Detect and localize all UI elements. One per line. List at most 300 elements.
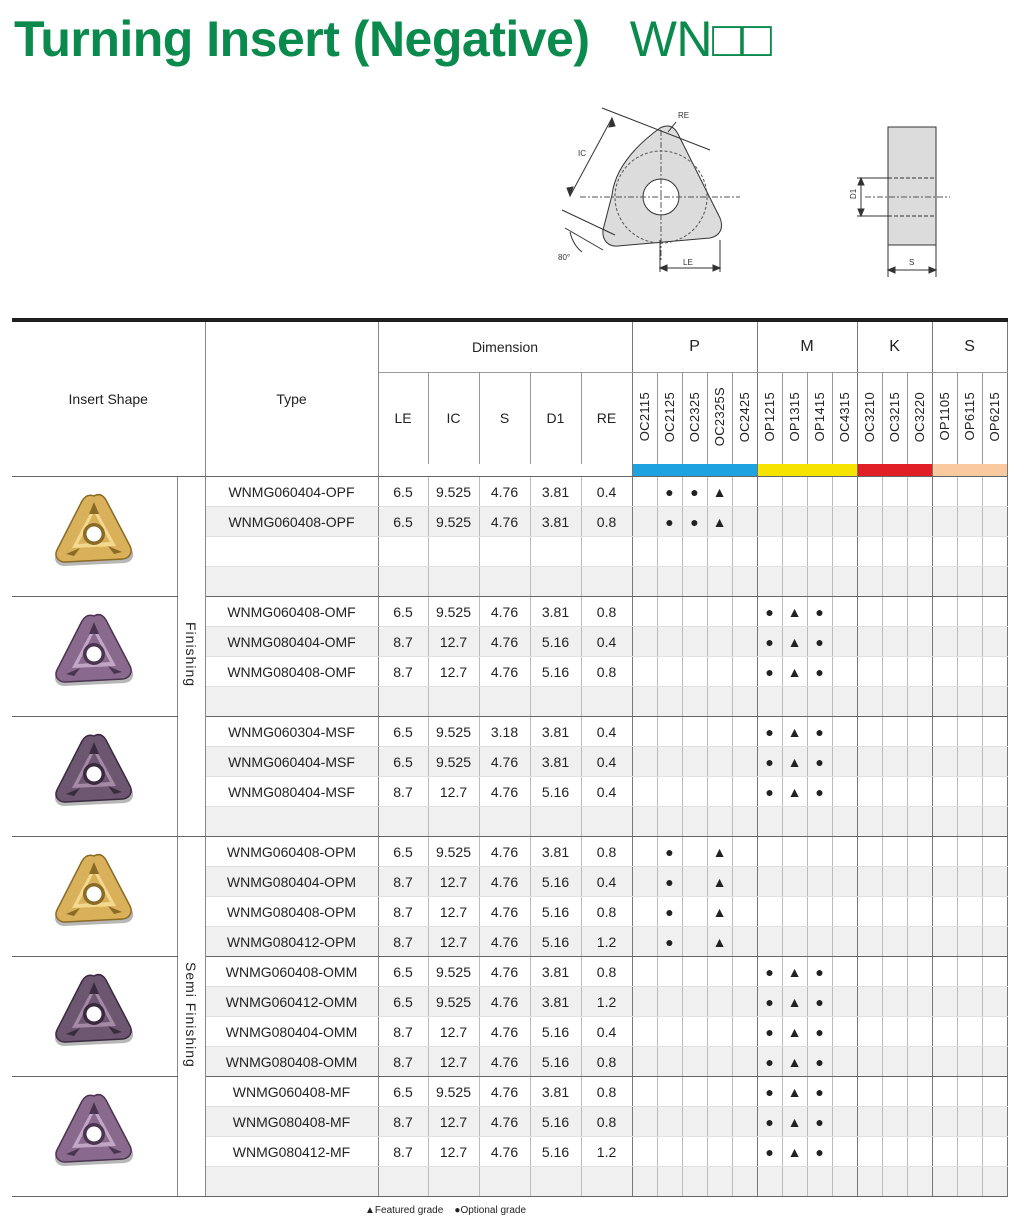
grade-cell — [957, 1107, 982, 1137]
grade-cell — [832, 897, 857, 927]
grade-cell — [657, 1137, 682, 1167]
grade-cell — [682, 657, 707, 687]
grade-col — [732, 372, 757, 464]
optional-mark: ● — [815, 783, 824, 800]
dim-cell: 8.7 — [378, 897, 428, 927]
grade-cell — [632, 927, 657, 957]
grade-label: OC3215 — [887, 391, 903, 442]
grade-cell — [807, 1107, 832, 1137]
grade-cell — [857, 957, 882, 987]
grade-cell — [682, 927, 707, 957]
grade-cell — [632, 1047, 657, 1077]
grade-label: OP6115 — [962, 392, 978, 442]
dim-cell — [378, 1167, 428, 1197]
dim-cell: 3.81 — [530, 477, 581, 507]
grade-cell — [982, 1077, 1007, 1107]
grade-cell — [857, 867, 882, 897]
grade-cell — [732, 717, 757, 747]
dimension-header: Dimension — [378, 320, 632, 372]
grade-cell — [832, 477, 857, 507]
grade-cell — [832, 687, 857, 717]
grade-cell — [932, 1077, 957, 1107]
dim-cell: 4.76 — [479, 1017, 530, 1047]
color-bar-p — [632, 464, 757, 477]
grade-cell — [982, 807, 1007, 837]
optional-mark: ● — [815, 1023, 824, 1040]
dim-cell: 8.7 — [378, 657, 428, 687]
optional-mark: ● — [765, 663, 774, 680]
dim-cell — [581, 1167, 632, 1197]
grade-cell — [832, 717, 857, 747]
dim-col-s: S — [479, 372, 530, 464]
grade-cell — [882, 957, 907, 987]
dim-cell: 9.525 — [428, 837, 479, 867]
dim-cell — [479, 687, 530, 717]
optional-mark: ● — [815, 753, 824, 770]
dim-cell: 0.8 — [581, 507, 632, 537]
dim-cell: 0.8 — [581, 837, 632, 867]
grade-cell — [907, 867, 932, 897]
grade-cell — [832, 927, 857, 957]
dim-cell: 0.4 — [581, 477, 632, 507]
dim-cell: 3.81 — [530, 837, 581, 867]
featured-mark: ▲ — [787, 603, 802, 620]
grade-cell — [707, 717, 732, 747]
grade-cell — [682, 1107, 707, 1137]
grade-cell — [932, 1167, 957, 1197]
dim-col-d1: D1 — [530, 372, 581, 464]
dim-cell: 5.16 — [530, 627, 581, 657]
grade-cell — [907, 777, 932, 807]
type-header: Type — [205, 320, 378, 477]
grade-cell — [682, 777, 707, 807]
grade-col — [632, 372, 657, 464]
grade-cell — [857, 1047, 882, 1077]
category-cell — [177, 837, 205, 1197]
grade-cell — [957, 837, 982, 867]
dim-cell — [428, 687, 479, 717]
optional-mark: ● — [665, 933, 674, 950]
dim-cell: 4.76 — [479, 837, 530, 867]
grade-cell — [907, 687, 932, 717]
grade-cell — [682, 567, 707, 597]
grade-cell — [932, 867, 957, 897]
grade-cell — [907, 1137, 932, 1167]
dim-cell: 6.5 — [378, 987, 428, 1017]
grade-cell — [632, 897, 657, 927]
legend-featured: ▲Featured grade — [365, 1205, 444, 1216]
dim-cell: 12.7 — [428, 657, 479, 687]
grade-label: OC2325 — [687, 391, 703, 442]
page-title — [14, 10, 771, 68]
dim-cell — [530, 1167, 581, 1197]
grade-cell — [732, 507, 757, 537]
grade-cell — [832, 807, 857, 837]
grade-cell — [957, 1017, 982, 1047]
grade-cell — [657, 477, 682, 507]
dim-cell: 1.2 — [581, 1137, 632, 1167]
grade-cell — [782, 1047, 807, 1077]
insert-shape-cell — [12, 837, 177, 957]
dim-cell: 4.76 — [479, 987, 530, 1017]
dim-cell: 4.76 — [479, 777, 530, 807]
dim-cell: 5.16 — [530, 777, 581, 807]
grade-cell — [957, 1137, 982, 1167]
grade-cell — [807, 1077, 832, 1107]
featured-mark: ▲ — [712, 843, 727, 860]
dim-cell — [428, 567, 479, 597]
insert-side-view-diagram — [835, 115, 955, 280]
grade-cell — [707, 897, 732, 927]
dim-cell: 8.7 — [378, 627, 428, 657]
grade-cell — [882, 927, 907, 957]
grade-cell — [807, 1167, 832, 1197]
grade-cell — [807, 837, 832, 867]
title-main: Turning Insert (Negative) — [14, 11, 590, 67]
grade-cell — [982, 987, 1007, 1017]
grade-cell — [882, 627, 907, 657]
grade-cell — [957, 1047, 982, 1077]
dim-cell: 9.525 — [428, 597, 479, 627]
grade-cell — [732, 477, 757, 507]
color-bar-k — [857, 464, 932, 477]
grade-cell — [782, 1017, 807, 1047]
dim-cell: 12.7 — [428, 1017, 479, 1047]
grade-cell — [657, 1167, 682, 1197]
grade-cell — [782, 567, 807, 597]
grade-cell — [682, 627, 707, 657]
grade-cell — [732, 777, 757, 807]
grade-cell — [882, 1017, 907, 1047]
grade-cell — [707, 1047, 732, 1077]
dim-col-re: RE — [581, 372, 632, 464]
grade-cell — [982, 747, 1007, 777]
grade-cell — [982, 507, 1007, 537]
grade-cell — [857, 1137, 882, 1167]
optional-mark: ● — [765, 993, 774, 1010]
dim-cell — [479, 567, 530, 597]
grade-cell — [982, 477, 1007, 507]
grade-cell — [757, 687, 782, 717]
grade-cell — [782, 837, 807, 867]
grade-cell — [807, 807, 832, 837]
grade-cell — [707, 927, 732, 957]
grade-cell — [882, 837, 907, 867]
insert-shape-cell — [12, 717, 177, 837]
grade-cell — [982, 897, 1007, 927]
grade-col — [982, 372, 1007, 464]
dim-cell — [378, 567, 428, 597]
grade-col — [857, 372, 882, 464]
grade-cell — [807, 1017, 832, 1047]
optional-mark: ● — [665, 843, 674, 860]
grade-cell — [932, 507, 957, 537]
grade-cell — [882, 1137, 907, 1167]
grade-cell — [757, 837, 782, 867]
grade-cell — [807, 687, 832, 717]
dim-cell: 4.76 — [479, 597, 530, 627]
dim-cell: 0.8 — [581, 897, 632, 927]
grade-cell — [657, 1107, 682, 1137]
table-row — [12, 597, 1007, 627]
grade-cell — [782, 687, 807, 717]
dim-cell — [378, 807, 428, 837]
table-row — [12, 957, 1007, 987]
grade-cell — [907, 507, 932, 537]
grade-cell — [957, 807, 982, 837]
dim-cell — [530, 567, 581, 597]
grade-cell — [682, 897, 707, 927]
featured-mark: ▲ — [787, 723, 802, 740]
grade-cell — [757, 1137, 782, 1167]
grade-cell — [757, 867, 782, 897]
grade-cell — [682, 477, 707, 507]
dim-cell: 12.7 — [428, 777, 479, 807]
grade-cell — [832, 597, 857, 627]
dim-cell: 0.8 — [581, 1107, 632, 1137]
grade-cell — [657, 807, 682, 837]
grade-cell — [982, 1167, 1007, 1197]
grade-cell — [757, 807, 782, 837]
grade-cell — [732, 957, 757, 987]
grade-label: OC2115 — [637, 392, 653, 442]
grade-cell — [957, 957, 982, 987]
type-cell — [205, 537, 378, 567]
grade-cell — [707, 807, 732, 837]
grade-cell — [932, 987, 957, 1017]
dim-cell: 4.76 — [479, 747, 530, 777]
grade-cell — [732, 867, 757, 897]
header-row-1 — [12, 320, 1007, 372]
type-cell: WNMG080412-OPM — [205, 927, 378, 957]
grade-cell — [807, 1137, 832, 1167]
grade-cell — [907, 957, 932, 987]
type-cell: WNMG060408-MF — [205, 1077, 378, 1107]
grade-cell — [782, 987, 807, 1017]
grade-cell — [882, 1167, 907, 1197]
grade-cell — [882, 477, 907, 507]
grade-cell — [857, 1107, 882, 1137]
grade-cell — [907, 537, 932, 567]
grade-cell — [682, 1017, 707, 1047]
dim-cell: 3.81 — [530, 717, 581, 747]
grade-cell — [757, 987, 782, 1017]
optional-mark: ● — [815, 603, 824, 620]
grade-cell — [832, 987, 857, 1017]
grade-cell — [807, 567, 832, 597]
dim-cell: 9.525 — [428, 1077, 479, 1107]
grade-cell — [957, 897, 982, 927]
table-row — [12, 837, 1007, 867]
grade-cell — [982, 867, 1007, 897]
grade-label: OP1315 — [787, 391, 803, 442]
grade-cell — [657, 897, 682, 927]
material-group-m: M — [757, 320, 857, 372]
optional-mark: ● — [815, 663, 824, 680]
grade-cell — [807, 777, 832, 807]
grade-label: OP1215 — [762, 391, 778, 442]
type-cell: WNMG060408-OMM — [205, 957, 378, 987]
grade-cell — [882, 807, 907, 837]
dim-cell: 6.5 — [378, 507, 428, 537]
featured-mark: ▲ — [787, 633, 802, 650]
dim-cell: 9.525 — [428, 987, 479, 1017]
grade-cell — [857, 1167, 882, 1197]
grade-cell — [807, 537, 832, 567]
grade-cell — [707, 597, 732, 627]
dim-cell: 9.525 — [428, 717, 479, 747]
grade-cell — [807, 717, 832, 747]
grade-cell — [632, 687, 657, 717]
grade-cell — [732, 537, 757, 567]
dim-cell: 6.5 — [378, 1077, 428, 1107]
type-cell: WNMG060412-OMM — [205, 987, 378, 1017]
grade-cell — [782, 657, 807, 687]
grade-cell — [757, 1167, 782, 1197]
dim-cell — [530, 537, 581, 567]
grade-cell — [882, 867, 907, 897]
grade-cell — [682, 1167, 707, 1197]
dim-cell: 0.4 — [581, 1017, 632, 1047]
dim-col-ic: IC — [428, 372, 479, 464]
grade-cell — [682, 987, 707, 1017]
type-cell: WNMG080404-OMM — [205, 1017, 378, 1047]
grade-cell — [782, 777, 807, 807]
grade-cell — [857, 627, 882, 657]
grade-cell — [982, 627, 1007, 657]
optional-mark: ● — [765, 963, 774, 980]
dim-cell — [530, 807, 581, 837]
grade-cell — [807, 1047, 832, 1077]
category-label: Finishing — [183, 622, 199, 688]
dim-cell: 5.16 — [530, 1137, 581, 1167]
grade-cell — [782, 1107, 807, 1137]
grade-cell — [657, 987, 682, 1017]
grade-col — [707, 372, 732, 464]
dim-cell — [479, 807, 530, 837]
spec-table-wrap — [12, 318, 1008, 1197]
grade-cell — [857, 1077, 882, 1107]
grade-cell — [907, 1047, 932, 1077]
grade-cell — [957, 687, 982, 717]
type-cell: WNMG080404-OPM — [205, 867, 378, 897]
dim-cell: 5.16 — [530, 1047, 581, 1077]
grade-cell — [757, 1077, 782, 1107]
optional-mark: ● — [815, 963, 824, 980]
grade-cell — [932, 567, 957, 597]
dim-cell: 3.81 — [530, 507, 581, 537]
grade-cell — [732, 747, 757, 777]
type-cell: WNMG060408-OPM — [205, 837, 378, 867]
grade-cell — [907, 987, 932, 1017]
dim-cell: 1.2 — [581, 927, 632, 957]
grade-cell — [982, 717, 1007, 747]
grade-cell — [857, 807, 882, 837]
featured-mark: ▲ — [787, 1143, 802, 1160]
grade-label: OC2325S — [712, 387, 728, 447]
grade-cell — [857, 777, 882, 807]
grade-cell — [782, 867, 807, 897]
grade-cell — [682, 687, 707, 717]
grade-cell — [657, 567, 682, 597]
dim-cell: 3.81 — [530, 597, 581, 627]
dim-cell — [378, 537, 428, 567]
insert-image-gold — [44, 490, 144, 580]
grade-col — [782, 372, 807, 464]
grade-cell — [632, 1077, 657, 1107]
grade-cell — [757, 537, 782, 567]
grade-cell — [907, 1167, 932, 1197]
grade-cell — [882, 987, 907, 1017]
optional-mark: ● — [765, 1023, 774, 1040]
dim-cell: 4.76 — [479, 657, 530, 687]
optional-mark: ● — [815, 993, 824, 1010]
grade-cell — [882, 597, 907, 627]
grade-cell — [957, 477, 982, 507]
grade-cell — [707, 987, 732, 1017]
grade-cell — [682, 807, 707, 837]
grade-cell — [632, 1107, 657, 1137]
dim-cell: 9.525 — [428, 957, 479, 987]
grade-cell — [757, 657, 782, 687]
grade-cell — [907, 657, 932, 687]
type-cell: WNMG060404-OPF — [205, 477, 378, 507]
dim-cell: 6.5 — [378, 477, 428, 507]
material-group-s: S — [932, 320, 1007, 372]
grade-cell — [857, 1017, 882, 1047]
color-bar-s — [932, 464, 1007, 477]
dim-cell — [479, 1167, 530, 1197]
grade-cell — [907, 807, 932, 837]
dim-cell: 4.76 — [479, 477, 530, 507]
grade-cell — [657, 1017, 682, 1047]
dim-cell — [581, 687, 632, 717]
grade-cell — [682, 1077, 707, 1107]
grade-cell — [732, 1167, 757, 1197]
grade-cell — [707, 867, 732, 897]
optional-mark: ● — [765, 1083, 774, 1100]
dim-cell: 12.7 — [428, 867, 479, 897]
optional-mark: ● — [665, 873, 674, 890]
dim-cell: 3.81 — [530, 1077, 581, 1107]
grade-cell — [832, 1107, 857, 1137]
grade-cell — [807, 927, 832, 957]
grade-cell — [932, 807, 957, 837]
grade-cell — [732, 1137, 757, 1167]
dim-cell: 9.525 — [428, 747, 479, 777]
grade-cell — [632, 1167, 657, 1197]
grade-cell — [657, 957, 682, 987]
insert-shape-cell — [12, 477, 177, 597]
grade-cell — [907, 597, 932, 627]
grade-col — [932, 372, 957, 464]
grade-cell — [782, 1077, 807, 1107]
dim-cell — [428, 537, 479, 567]
grade-cell — [632, 987, 657, 1017]
grade-cell — [907, 477, 932, 507]
spec-table — [12, 318, 1008, 1197]
optional-mark: ● — [690, 513, 699, 530]
grade-label: OC3220 — [912, 391, 928, 442]
featured-mark: ▲ — [787, 993, 802, 1010]
insert-image-gold — [44, 850, 144, 940]
dim-cell: 0.4 — [581, 867, 632, 897]
grade-cell — [832, 837, 857, 867]
grade-cell — [907, 1077, 932, 1107]
grade-cell — [907, 567, 932, 597]
dim-cell: 8.7 — [378, 927, 428, 957]
category-cell — [177, 477, 205, 837]
